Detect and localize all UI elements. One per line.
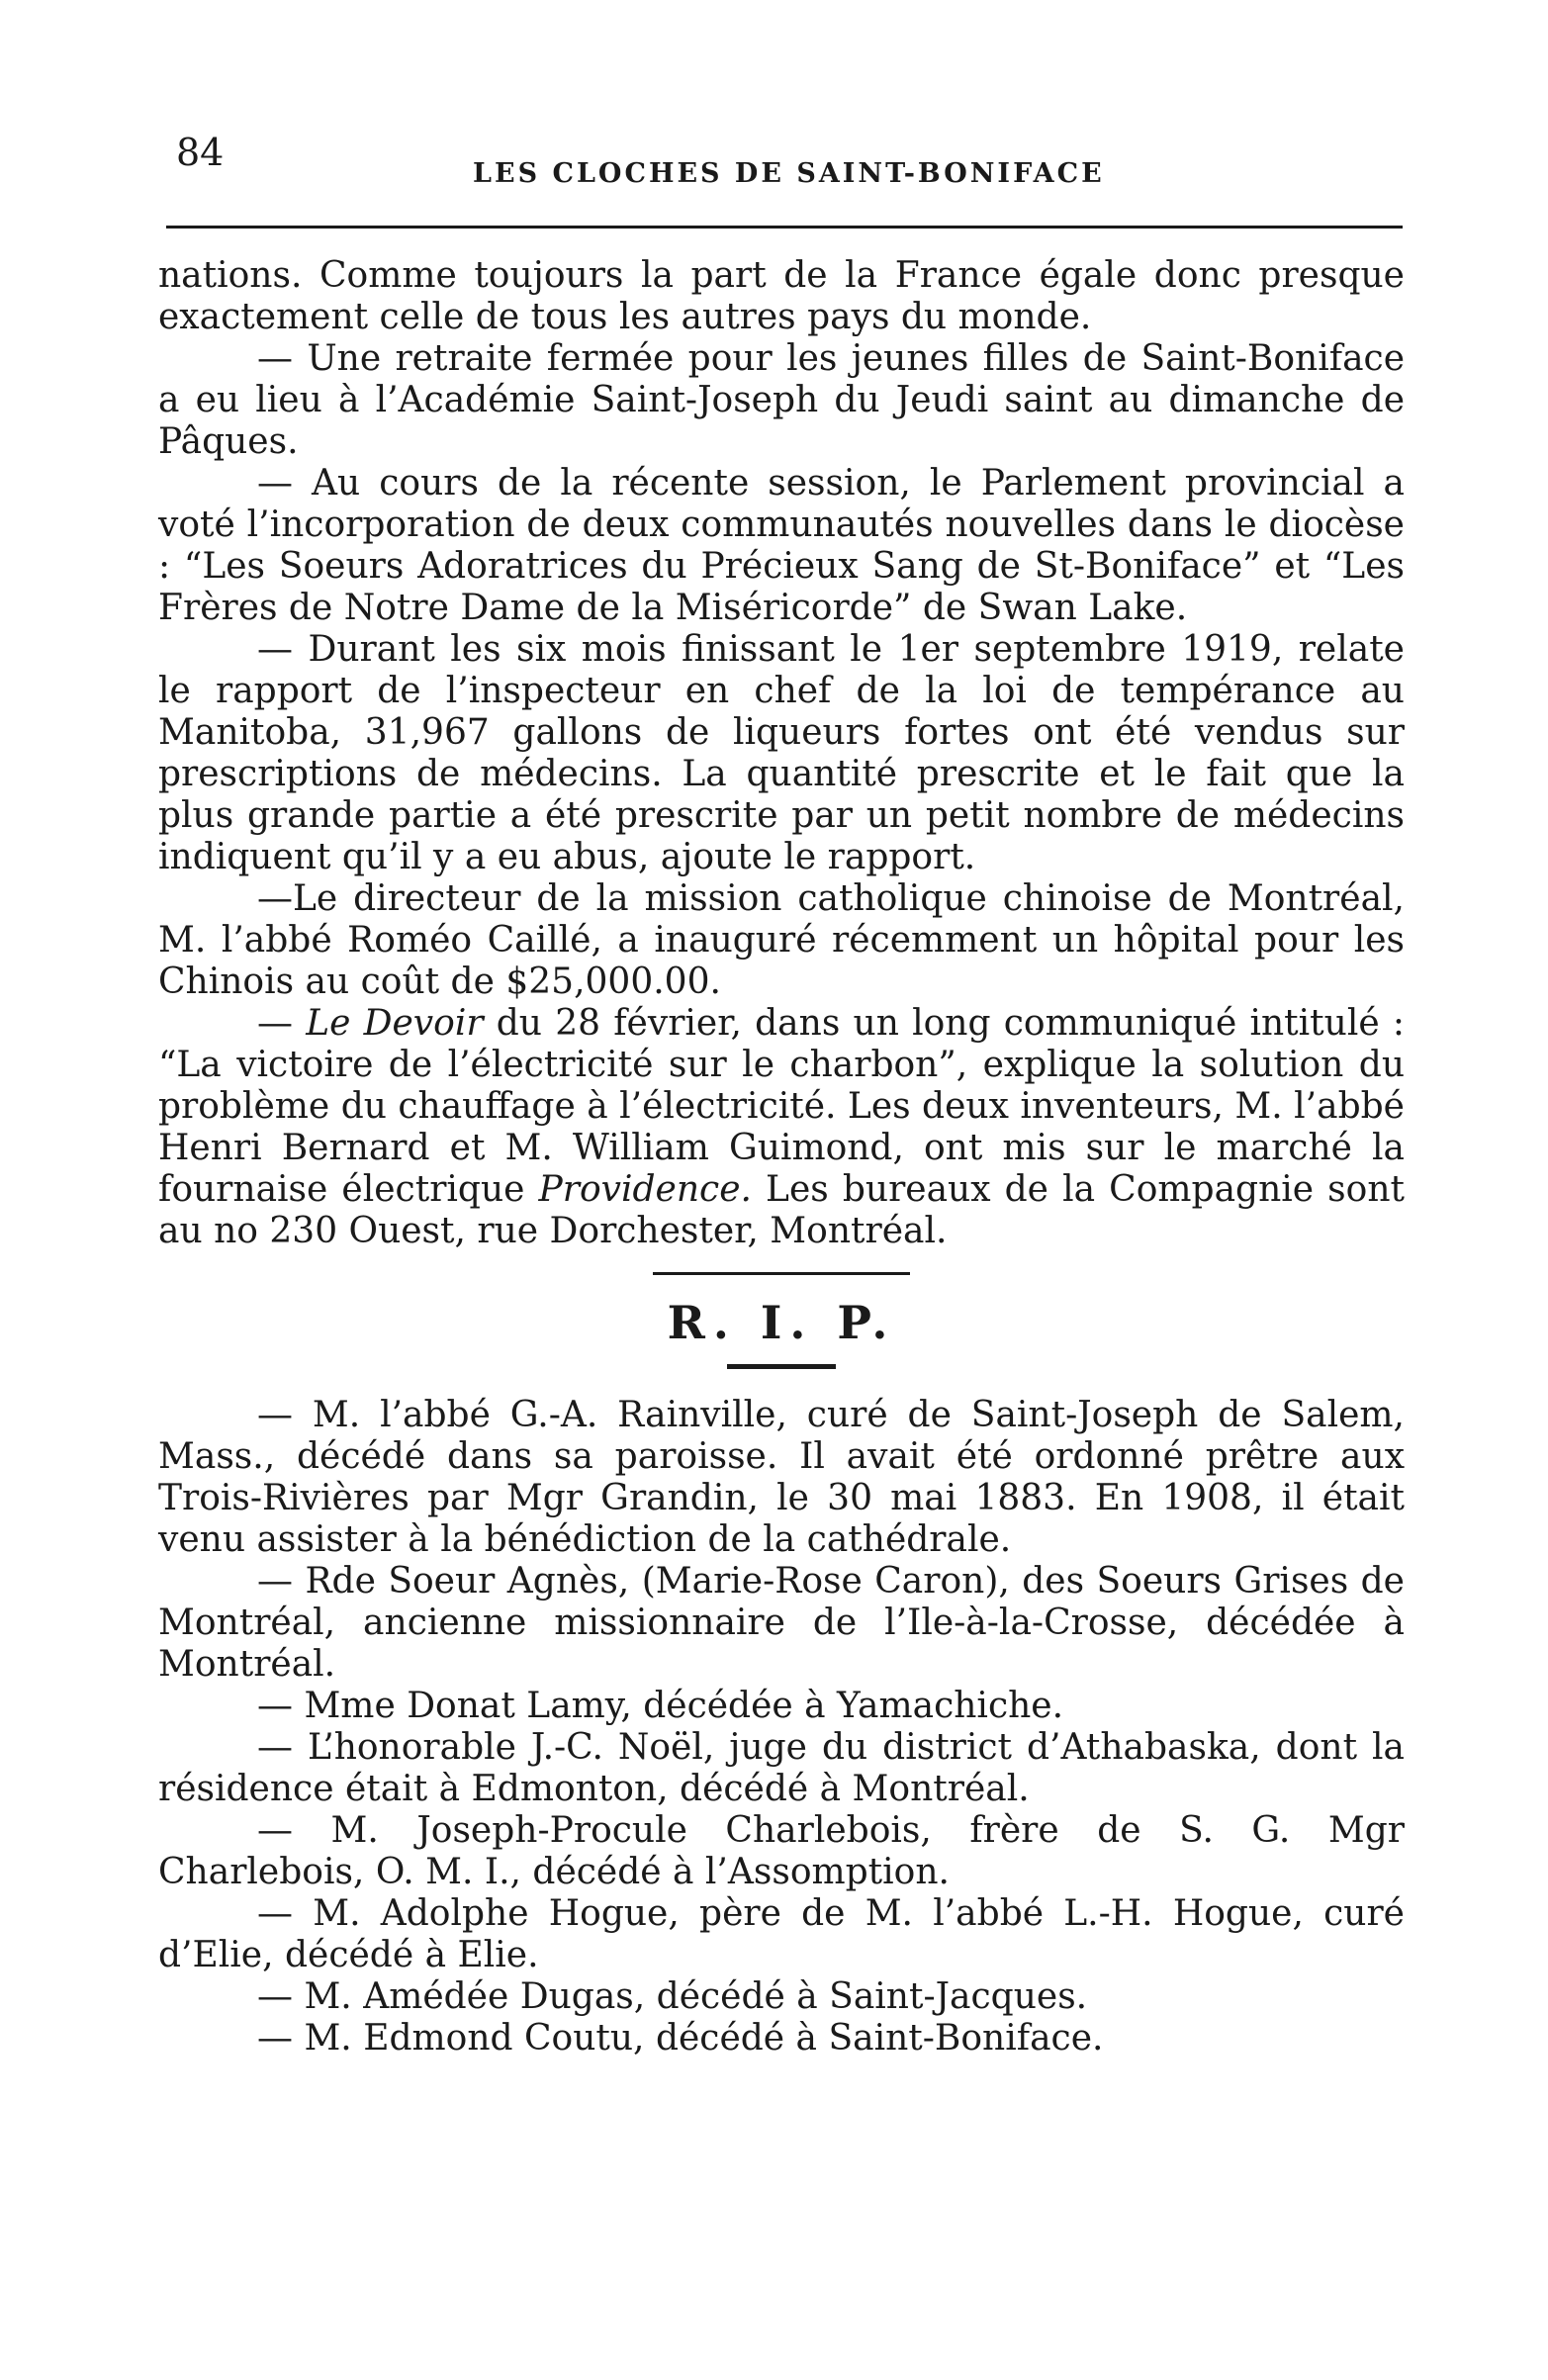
paragraph-parlement: — Au cours de la récente session, le Parlement provincial a voté l’incorporation de deux communautés nouvelles dans le diocèse : “Les Soeurs Adoratrices du Précieux Sang de St-Boniface” et “Les Frères de Notre Dame de la Miséricorde” de Swan Lake. (158, 463, 1405, 628)
rip-entry-dugas: — M. Amédée Dugas, décédé à Saint-Jacques. (257, 1976, 1088, 2017)
rip-entry-coutu: — M. Edmond Coutu, décédé à Saint-Boniface. (257, 2018, 1104, 2059)
running-title: LES CLOCHES DE SAINT-BONIFACE (473, 158, 1105, 189)
rip-entry-lamy: — Mme Donat Lamy, décédée à Yamachiche. (257, 1686, 1064, 1726)
devoir-end: Les bureaux de la Compagnie sont au no 230 Ouest, rue Dorchester, Montréal. (158, 1169, 1405, 1251)
rip-entry-hogue: — M. Adolphe Hogue, père de M. l’abbé L.-H. Hogue, curé d’Elie, décédé à Elie. (158, 1893, 1405, 1975)
rip-entry-noel: — L’honorable J.-C. Noël, juge du district d’Athabaska, dont la résidence était à Edmonton, décédé à Montréal. (158, 1727, 1405, 1809)
page-number: 84 (176, 131, 225, 174)
rip-title: R. I. P. (667, 1296, 896, 1349)
newspaper-name: Le Devoir (306, 1003, 484, 1044)
product-name: Providence. (538, 1169, 752, 1210)
paragraph-mission-chinoise: —Le directeur de la mission catholique chinoise de Montréal, M. l’abbé Roméo Caillé, a inauguré récemment un hôpital pour les Chinois au coût de $25,000.00. (158, 878, 1405, 1002)
paragraph-devoir (158, 1003, 1405, 1252)
rip-entry-rainville: — M. l’abbé G.-A. Rainville, curé de Saint-Joseph de Salem, Mass., décédé dans sa paroisse. Il avait été ordonné prêtre aux Trois-Rivières par Mgr Grandin, le 30 mai 1883. En 1908, il était venu assister à la bénédiction de la cathédrale. (158, 1395, 1405, 1560)
rip-entry-agnes: — Rde Soeur Agnès, (Marie-Rose Caron), des Soeurs Grises de Montréal, ancienne missionnaire de l’Ile-à-la-Crosse, décédée à Montréal. (158, 1561, 1405, 1685)
paragraph-temperance: — Durant les six mois finissant le 1er septembre 1919, relate le rapport de l’inspecteur en chef de la loi de tempérance au Manitoba, 31,967 gallons de liqueurs fortes ont été vendus sur prescriptions de médecins. La quantité prescrite et le fait que la plus grande partie a été prescrite par un petit nombre de médecins indiquent qu’il y a eu abus, ajoute le rapport. (158, 629, 1405, 877)
paragraph-retraite: — Une retraite fermée pour les jeunes filles de Saint-Boniface a eu lieu à l’Académie Saint-Joseph du Jeudi saint au dimanche de Pâques. (158, 338, 1405, 462)
rip-title-underline (727, 1364, 836, 1369)
body-text (158, 255, 1405, 2060)
header-rule (166, 226, 1403, 229)
section-divider (653, 1272, 910, 1275)
page-header (176, 131, 1398, 190)
devoir-lead: — (257, 1003, 307, 1044)
devoir-middle: du 28 février, dans un long communiqué intitulé : “La victoire de l’électricité sur le charbon”, explique la solution du problème du chauffage à l’électricité. Les deux inventeurs, M. l’abbé Henri Bernard et M. William Guimond, ont mis sur le marché la fournaise électrique (158, 1003, 1405, 1210)
rip-entry-charlebois: — M. Joseph-Procule Charlebois, frère de S. G. Mgr Charlebois, O. M. I., décédé à l’Assomption. (158, 1810, 1405, 1892)
paragraph-continued: nations. Comme toujours la part de la France égale donc presque exactement celle de tous les autres pays du monde. (158, 255, 1405, 337)
